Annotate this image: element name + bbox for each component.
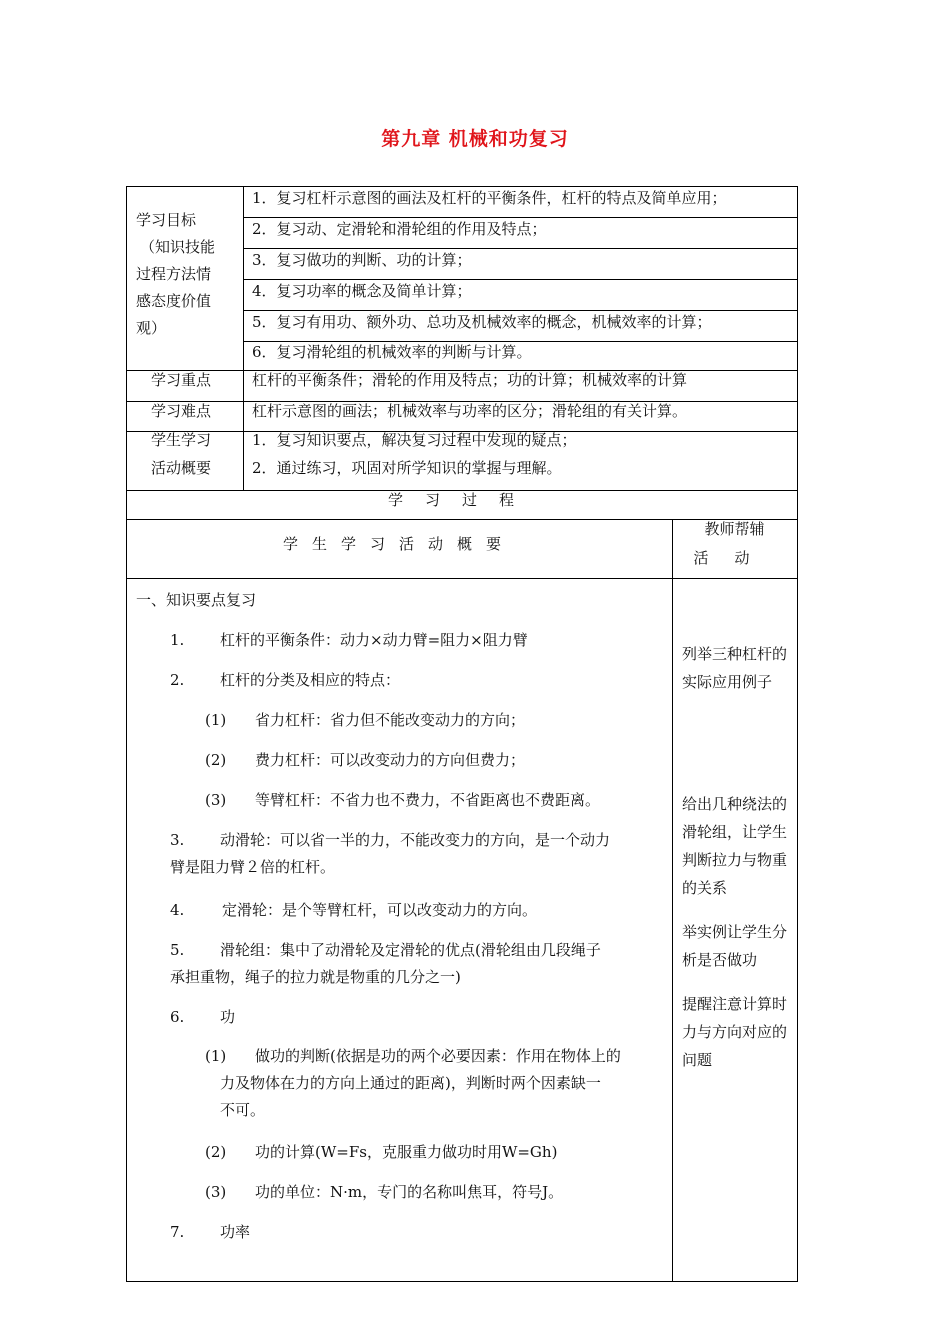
goal-item: 5．复习有用功、额外功、总功及机械效率的概念，机械效率的计算；: [252, 313, 712, 331]
key-label: 学习重点: [151, 371, 212, 389]
list-item: 省力杠杆：省力但不能改变动力的方向；: [255, 711, 526, 729]
teacher-column-header-line2: 活动: [693, 549, 776, 567]
teacher-note: 给出几种绕法的滑轮组，让学生判断拉力与物重的关系: [682, 795, 788, 897]
list-item: 功率: [220, 1223, 251, 1241]
list-item: 费力杠杆：可以改变动力的方向但费力；: [255, 751, 526, 769]
teacher-note: 提醒注意计算时力与方向对应的问题: [682, 995, 788, 1069]
list-item: 等臂杠杆：不省力也不费力，不省距离也不费距离。: [255, 791, 601, 809]
list-item: 动滑轮：可以省一半的力，不能改变力的方向，是一个动力: [220, 831, 611, 849]
list-item: 功的单位：N·m，专门的名称叫焦耳，符号J。: [255, 1183, 564, 1201]
goal-item: 6．复习滑轮组的机械效率的判断与计算。: [252, 343, 532, 361]
goal-item: 2．复习动、定滑轮和滑轮组的作用及特点；: [252, 220, 547, 238]
goal-item: 4．复习功率的概念及简单计算；: [252, 282, 472, 300]
teacher-note: 举实例让学生分析是否做功: [682, 923, 788, 969]
list-item: 做功的判断(依据是功的两个必要因素：作用在物体上的: [255, 1047, 621, 1065]
difficult-label: 学习难点: [151, 402, 212, 420]
list-item: 功: [220, 1008, 236, 1026]
goal-item: 3．复习做功的判断、功的计算；: [252, 251, 472, 269]
difficult-text: 杠杆示意图的画法；机械效率与功率的区分；滑轮组的有关计算。: [252, 402, 688, 420]
teacher-note: 列举三种杠杆的实际应用例子: [682, 645, 788, 691]
list-item: 功的计算(W=Fs，克服重力做功时用W=Gh): [255, 1143, 558, 1161]
goal-item: 1．复习杠杆示意图的画法及杠杆的平衡条件，杠杆的特点及简单应用；: [252, 189, 727, 207]
process-heading: 学习过程: [387, 491, 536, 509]
page-title: 第九章 机械和功复习: [381, 128, 569, 150]
list-item: 杠杆的分类及相应的特点：: [220, 671, 401, 689]
key-text: 杠杆的平衡条件；滑轮的作用及特点；功的计算；机械效率的计算: [252, 371, 688, 389]
list-item: 杠杆的平衡条件：动力×动力臂=阻力×阻力臂: [220, 631, 528, 649]
student-column-header: 学生学习活动概要: [282, 535, 515, 553]
section-heading: 一、知识要点复习: [136, 591, 257, 609]
list-item: 滑轮组：集中了动滑轮及定滑轮的优点(滑轮组由几段绳子: [220, 941, 601, 959]
teacher-column-header-line1: 教师帮辅: [704, 520, 765, 538]
list-item: 定滑轮：是个等臂杠杆，可以改变动力的方向。: [222, 901, 538, 919]
